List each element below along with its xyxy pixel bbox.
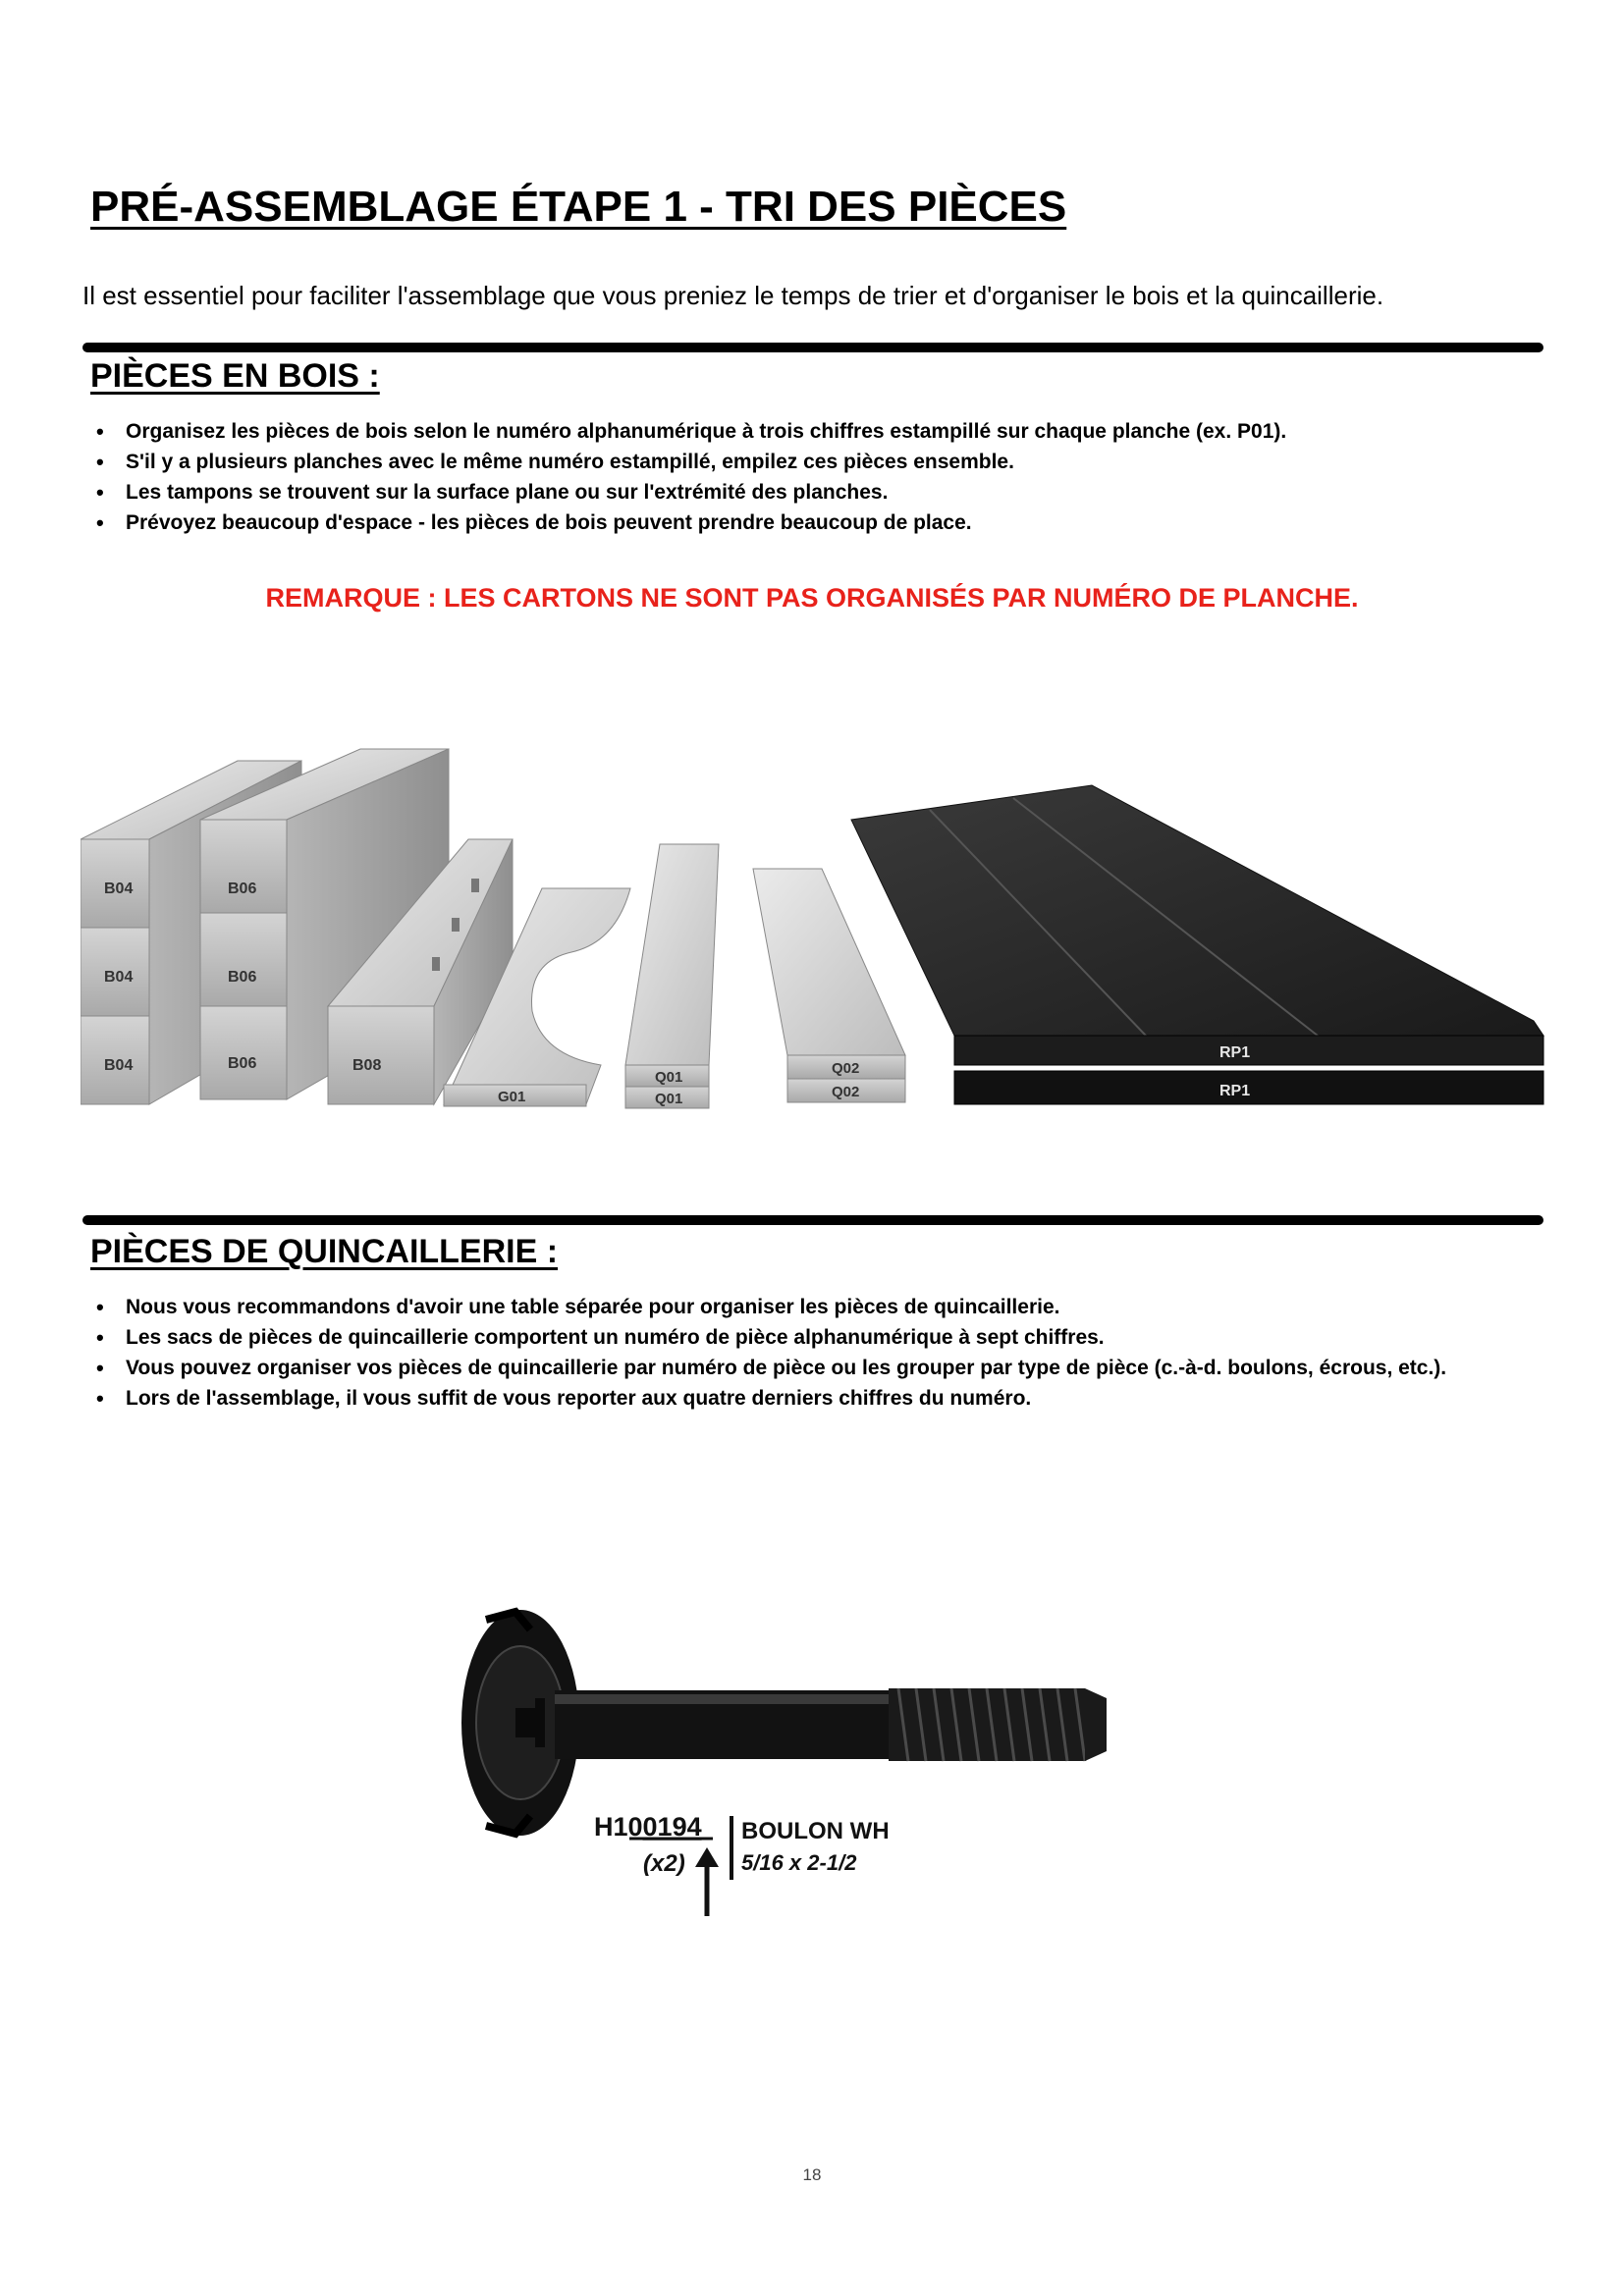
rp1-label: RP1 xyxy=(1219,1083,1251,1099)
part-size: 5/16 x 2-1/2 xyxy=(741,1850,857,1875)
list-item: • Lors de l'assemblage, il vous suffit de vous reporter aux quatre derniers chiffres du numéro. xyxy=(86,1383,1461,1414)
hardware-instructions-list xyxy=(86,1292,1461,1414)
b04-label: B04 xyxy=(104,881,134,897)
part-number: H100194 xyxy=(594,1812,702,1842)
q01-label: Q01 xyxy=(655,1091,683,1107)
list-item: • Les sacs de pièces de quincaillerie comportent un numéro de pièce alphanumérique à sept chiffres. xyxy=(86,1322,1461,1353)
list-item: • Prévoyez beaucoup d'espace - les pièces de bois peuvent prendre beaucoup de place. xyxy=(86,507,1500,538)
wood-pieces-illustration xyxy=(81,741,1553,1129)
q02-label: Q02 xyxy=(832,1084,860,1100)
q02-board-stack xyxy=(753,869,905,1102)
list-item: • S'il y a plusieurs planches avec le même numéro estampillé, empilez ces pièces ensemble. xyxy=(86,447,1500,477)
section-divider xyxy=(82,343,1543,352)
hardware-section-heading: PIÈCES DE QUINCAILLERIE : xyxy=(90,1233,559,1270)
list-item: • Vous pouvez organiser vos pièces de quincaillerie par numéro de pièce ou les grouper par type de pièce (c.-à-d. boulons, écrous, etc.). xyxy=(86,1353,1461,1383)
q02-label: Q02 xyxy=(832,1060,860,1077)
section-divider xyxy=(82,1215,1543,1225)
b04-label: B04 xyxy=(104,1057,134,1074)
bolt-illustration xyxy=(447,1590,1154,1924)
wood-section-heading: PIÈCES EN BOIS : xyxy=(90,357,380,395)
arrow-up-icon xyxy=(695,1847,719,1916)
rp1-roof-panel-stack xyxy=(851,785,1543,1104)
b04-label: B04 xyxy=(104,969,134,986)
q01-board-stack xyxy=(625,844,719,1108)
bolt-thread xyxy=(889,1688,1107,1761)
part-name: BOULON WH xyxy=(741,1818,890,1844)
b06-label: B06 xyxy=(228,1055,257,1072)
remark-warning: REMARQUE : LES CARTONS NE SONT PAS ORGANISÉS PAR NUMÉRO DE PLANCHE. xyxy=(265,583,1359,613)
q01-label: Q01 xyxy=(655,1069,683,1086)
list-item: • Organisez les pièces de bois selon le numéro alphanumérique à trois chiffres estampillé sur chaque planche (ex. P01). xyxy=(86,416,1500,447)
b06-label: B06 xyxy=(228,881,257,897)
page-title: PRÉ-ASSEMBLAGE ÉTAPE 1 - TRI DES PIÈCES xyxy=(90,183,1067,231)
page-number: 18 xyxy=(802,2165,822,2184)
part-quantity: (x2) xyxy=(643,1850,685,1877)
b06-label: B06 xyxy=(228,969,257,986)
list-item: • Les tampons se trouvent sur la surface plane ou sur l'extrémité des planches. xyxy=(86,477,1500,507)
g01-label: G01 xyxy=(498,1089,526,1105)
rp1-label: RP1 xyxy=(1219,1044,1251,1061)
intro-text: Il est essentiel pour faciliter l'assemblage que vous preniez le temps de trier et d'organiser le bois et la quincaillerie. xyxy=(82,281,1384,310)
b08-label: B08 xyxy=(352,1057,382,1074)
wood-instructions-list xyxy=(86,416,1500,538)
list-item: • Nous vous recommandons d'avoir une table séparée pour organiser les pièces de quincaillerie. xyxy=(86,1292,1461,1322)
